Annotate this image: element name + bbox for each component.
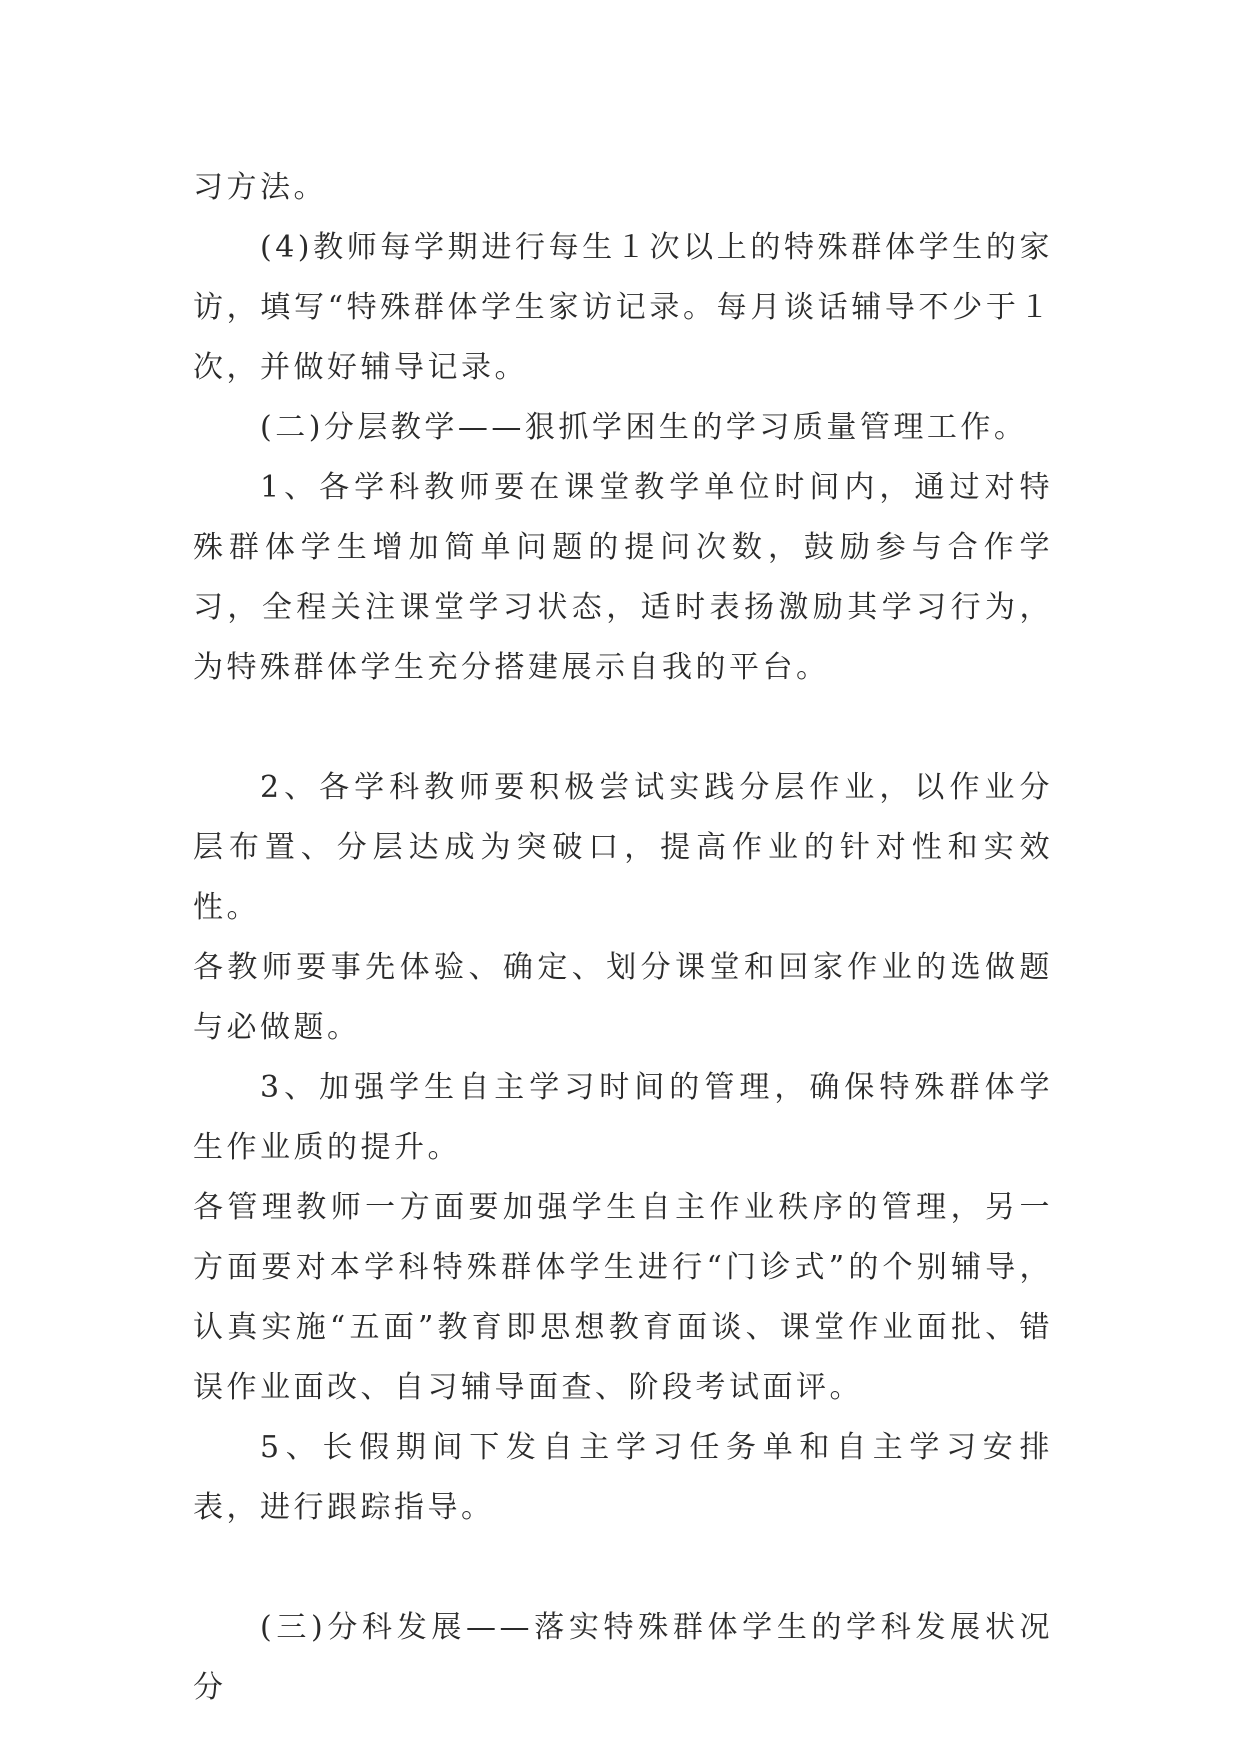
document-body — [193, 158, 1053, 1718]
section-heading-layered-teaching: (二)分层教学——狠抓学困生的学习质量管理工作。 — [260, 410, 1028, 445]
paragraph-home-visit: (4)教师每学期进行每生１次以上的特殊群体学生的家访，填写“特殊群体学生家访记录。每月谈话辅导不少于１次，并做好辅导记录。 — [193, 230, 1053, 385]
paragraph-item-2-continued: 各教师要事先体验、确定、划分课堂和回家作业的选做题与必做题。 — [193, 950, 1053, 1045]
paragraph-item-3: 3、加强学生自主学习时间的管理，确保特殊群体学生作业质的提升。 — [193, 1070, 1053, 1165]
paragraph-item-1: 1、各学科教师要在课堂教学单位时间内，通过对特殊群体学生增加简单问题的提问次数，鼓励参与合作学习，全程关注课堂学习状态，适时表扬激励其学习行为，为特殊群体学生充分搭建展示自我的平台。 — [193, 470, 1053, 685]
blank-line — [193, 1538, 1053, 1598]
paragraph-continuation: 习方法。 — [193, 170, 327, 205]
blank-line — [193, 698, 1053, 758]
paragraph-item-2: 2、各学科教师要积极尝试实践分层作业，以作业分层布置、分层达成为突破口，提高作业的针对性和实效性。 — [193, 770, 1053, 925]
paragraph-item-3-continued: 各管理教师一方面要加强学生自主作业秩序的管理，另一方面要对本学科特殊群体学生进行“门诊式”的个别辅导，认真实施“五面”教育即思想教育面谈、课堂作业面批、错误作业面改、自习辅导面查、阶段考试面评。 — [193, 1190, 1053, 1405]
paragraph-item-5: 5、长假期间下发自主学习任务单和自主学习安排表，进行跟踪指导。 — [193, 1430, 1053, 1525]
section-heading-subject-development: (三)分科发展——落实特殊群体学生的学科发展状况分 — [193, 1610, 1053, 1705]
